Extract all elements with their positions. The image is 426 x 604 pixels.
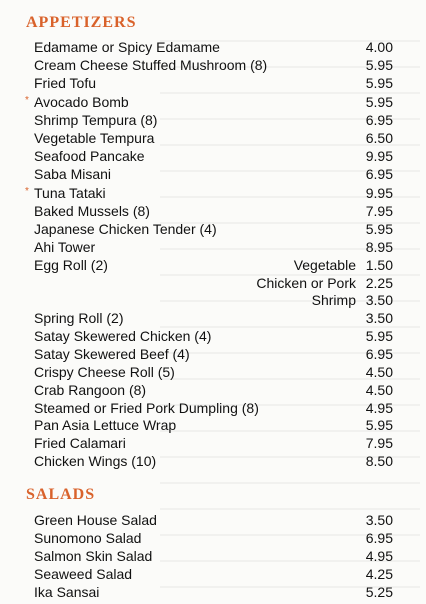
appetizer-item-price: 5.95 <box>365 57 393 74</box>
appetizer-item <box>0 416 426 434</box>
appetizer-item <box>0 111 426 129</box>
appetizer-item <box>0 399 426 417</box>
appetizer-item-price: 6.50 <box>365 130 393 146</box>
salad-item <box>0 583 426 601</box>
appetizer-item-name: Ahi Tower <box>34 239 96 256</box>
salads-heading: SALADS <box>26 486 96 503</box>
egg-roll-option-price: 3.50 <box>365 292 393 308</box>
egg-roll-option-price: 2.25 <box>365 275 393 291</box>
appetizer-item-name: Vegetable Tempura <box>34 130 155 146</box>
salad-item <box>0 529 426 547</box>
appetizer-item-price: 7.95 <box>365 202 393 219</box>
appetizer-item-price: 5.95 <box>365 327 393 344</box>
appetizer-item-price: 4.00 <box>365 39 393 55</box>
appetizer-item-price: 4.95 <box>365 399 393 416</box>
egg-roll-option-price: 1.50 <box>365 257 393 273</box>
appetizer-item-name: Satay Skewered Beef (4) <box>34 345 190 362</box>
appetizer-item <box>0 147 426 165</box>
appetizer-item <box>0 309 426 327</box>
appetizer-item-price: 9.95 <box>365 148 393 165</box>
recommended-star-icon: * <box>25 94 29 106</box>
appetizer-item-price: 4.50 <box>365 363 393 380</box>
salad-item-price: 4.25 <box>365 566 393 582</box>
appetizer-item <box>0 220 426 238</box>
appetizer-item-name: Chicken Wings (10) <box>34 453 157 470</box>
appetizer-item <box>0 238 426 256</box>
salad-item <box>0 511 426 529</box>
appetizer-item <box>0 93 426 111</box>
salad-item-name: Sunomono Salad <box>34 530 142 546</box>
appetizer-item-price: 5.95 <box>365 93 393 110</box>
appetizer-item-price: 9.95 <box>365 184 393 201</box>
appetizer-item <box>0 165 426 183</box>
appetizer-item-price: 5.95 <box>365 75 393 92</box>
salad-item-price: 3.50 <box>365 512 393 528</box>
salad-item-name: Salmon Skin Salad <box>34 548 153 564</box>
appetizer-item <box>0 38 426 56</box>
appetizer-item-price: 8.95 <box>365 239 393 256</box>
appetizer-item-price: 8.50 <box>365 453 393 470</box>
appetizer-item-name: Pan Asia Lettuce Wrap <box>34 417 177 434</box>
salad-item <box>0 565 426 583</box>
appetizer-item-name: Satay Skewered Chicken (4) <box>34 327 212 344</box>
recommended-star-icon: * <box>25 185 29 197</box>
egg-roll-option-label: Chicken or Pork <box>256 275 356 291</box>
salad-item-name: Green House Salad <box>34 512 157 528</box>
egg-roll-name: Egg Roll (2) <box>34 257 108 273</box>
appetizer-item <box>0 184 426 202</box>
appetizer-item-name: Crispy Cheese Roll (5) <box>34 363 175 380</box>
appetizer-item-price: 3.50 <box>365 310 393 326</box>
appetizer-item <box>0 345 426 363</box>
appetizer-item-name: Baked Mussels (8) <box>34 202 150 219</box>
salad-item-name: Ika Sansai <box>34 584 100 600</box>
appetizer-item <box>0 56 426 74</box>
appetizer-item-name: Crab Rangoon (8) <box>34 381 147 398</box>
appetizer-item-name: Japanese Chicken Tender (4) <box>34 221 217 237</box>
egg-roll-row <box>0 256 426 274</box>
appetizer-item <box>0 202 426 220</box>
salad-item-price: 5.25 <box>365 584 393 600</box>
appetizer-item <box>0 363 426 381</box>
appetizer-item-price: 7.95 <box>365 435 393 452</box>
appetizer-item-price: 5.95 <box>365 221 393 237</box>
appetizer-item <box>0 434 426 452</box>
appetizer-item <box>0 381 426 399</box>
appetizer-item-price: 5.95 <box>365 417 393 434</box>
appetizer-item <box>0 74 426 92</box>
appetizer-item-price: 6.95 <box>365 111 393 128</box>
appetizers-heading: APPETIZERS <box>26 14 137 31</box>
appetizer-item-name: Edamame or Spicy Edamame <box>34 39 220 55</box>
appetizer-item-name: Cream Cheese Stuffed Mushroom (8) <box>34 57 268 74</box>
salad-item-price: 6.95 <box>365 530 393 546</box>
salad-item-name: Seaweed Salad <box>34 566 133 582</box>
appetizer-item-name: Steamed or Fried Pork Dumpling (8) <box>34 399 259 416</box>
appetizer-item-name: Spring Roll (2) <box>34 310 124 326</box>
appetizer-item-name: Fried Tofu <box>34 75 96 92</box>
appetizer-item <box>0 327 426 345</box>
egg-roll-option-label: Shrimp <box>311 292 356 308</box>
salad-item <box>0 547 426 565</box>
appetizer-item-name: Fried Calamari <box>34 435 126 452</box>
appetizer-item-name: Seafood Pancake <box>34 148 145 165</box>
appetizer-item <box>0 452 426 470</box>
appetizer-item-price: 4.50 <box>365 381 393 398</box>
appetizer-item-name: Shrimp Tempura (8) <box>34 111 158 128</box>
appetizer-item-name: Tuna Tataki <box>34 184 106 201</box>
appetizer-item-price: 6.95 <box>365 166 393 183</box>
appetizer-item-name: Avocado Bomb <box>34 93 129 110</box>
egg-roll-option-label: Vegetable <box>293 257 356 273</box>
appetizer-item-name: Saba Misani <box>34 166 112 183</box>
salad-item-price: 4.95 <box>365 548 393 564</box>
appetizer-item <box>0 129 426 147</box>
appetizer-item-price: 6.95 <box>365 345 393 362</box>
